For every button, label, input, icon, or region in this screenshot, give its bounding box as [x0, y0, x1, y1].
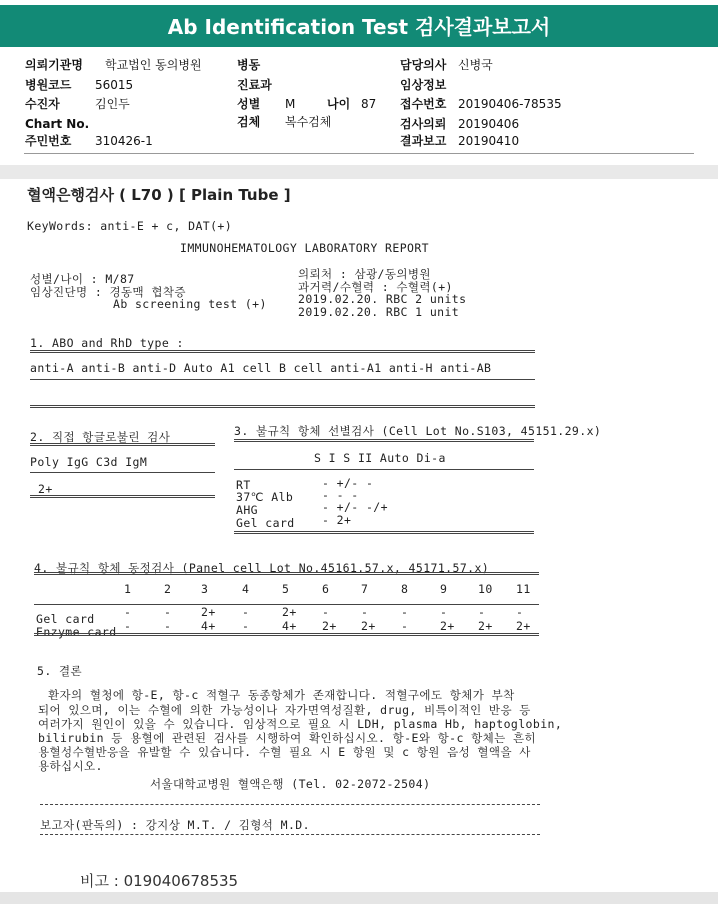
dat-rule-bottom [30, 495, 215, 498]
panel-column-number: 3 [201, 582, 209, 596]
dat-result: 2+ [38, 482, 53, 496]
bloodbank-line: 서울대학교병원 혈액은행 (Tel. 02-2072-2504) [150, 777, 431, 791]
report-title: Ab Identification Test 검사결과보고서 [0, 5, 718, 47]
conclusion-line: bilirubin 등 용혈에 관련된 검사를 시행하여 확인하십시오. 항-E와 항-c 항체는 흔히 [38, 731, 537, 745]
transfusion-line: 과거력/수혈력 : 수혈력(+) [298, 280, 453, 294]
doctor-value: 신병국 [458, 58, 493, 72]
panel-rule-top [34, 572, 539, 575]
panel-enzyme-value: - [242, 619, 250, 633]
conclusion-line: 용혈성수혈반응을 유발할 수 있습니다. 수혈 필요 시 E 항원 및 c 항원 음성 혈액을 사 [38, 745, 531, 759]
doctor-label: 담당의사 [400, 58, 447, 72]
panel-gel-value: - [440, 605, 448, 619]
specimen-label: 검체 [237, 115, 261, 129]
abo-rule-mid [30, 379, 535, 380]
panel-column-number: 1 [124, 582, 132, 596]
screen-row-values: - - - [322, 488, 359, 502]
rrn-value: 310426-1 [95, 134, 153, 148]
scanned-report [0, 179, 718, 892]
panel-gel-value: - [124, 605, 132, 619]
abo-title: 1. ABO and RhD type : [30, 336, 184, 350]
bottom-band [0, 892, 718, 904]
screen-row-label: RT [236, 478, 251, 492]
hospital-code-value: 56015 [95, 78, 134, 92]
institution-label: 의뢰기관명 [25, 58, 83, 72]
panel-column-number: 4 [242, 582, 250, 596]
conclusion-line: 여러가지 원인이 있을 수 있습니다. 임상적으로 필요 시 LDH, plasma Hb, haptoglobin, [38, 717, 563, 731]
conclusion-line: 용하십시오. [38, 759, 103, 773]
screen-rule-mid [234, 469, 534, 470]
info-divider [24, 153, 694, 154]
screen-headers: S I S II Auto Di-a [314, 451, 446, 465]
specimen-value: 복수검체 [285, 115, 332, 129]
ward-label: 병동 [237, 58, 261, 72]
panel-enzyme-value: 2+ [440, 619, 455, 633]
dat-rule-mid [30, 472, 215, 473]
requester-line: 의뢰처 : 삼광/동의병원 [298, 267, 431, 281]
accession-label: 접수번호 [400, 97, 447, 111]
report-date-label: 결과보고 [400, 134, 447, 148]
panel-enzyme-value: 2+ [478, 619, 493, 633]
receiver-value: 김인두 [95, 97, 130, 111]
abo-rule-bottom [30, 405, 535, 408]
screen-row-label: AHG [236, 503, 258, 517]
receiver-label: 수진자 [25, 97, 60, 111]
transfusion-record-2: 2019.02.20. RBC 1 unit [298, 305, 460, 319]
conclusion-title: 5. 결론 [37, 664, 82, 678]
screen-row-label: Gel card [236, 516, 295, 530]
panel-title: 4. 불규칙 항체 동정검사 (Panel cell Lot No.45161.57.x, 45171.57.x) [34, 561, 490, 575]
panel-rule-bottom [34, 633, 539, 636]
panel-gel-value: - [401, 605, 409, 619]
panel-enzyme-value: 2+ [361, 619, 376, 633]
panel-gel-label: Gel card [36, 612, 95, 626]
panel-column-number: 5 [282, 582, 290, 596]
panel-enzyme-value: - [401, 619, 409, 633]
panel-enzyme-value: 4+ [201, 619, 216, 633]
panel-enzyme-value: 2+ [322, 619, 337, 633]
remarks-note: 비고 : 019040678535 [80, 872, 239, 890]
abo-headers: anti-A anti-B anti-D Auto A1 cell B cell anti-A1 anti-H anti-AB [30, 361, 492, 375]
dat-title: 2. 직접 항글로불린 검사 [30, 430, 171, 444]
screen-row-label: 37℃ Alb [236, 490, 294, 504]
panel-column-number: 8 [401, 582, 409, 596]
rrn-label: 주민번호 [25, 134, 72, 148]
screen-title: 3. 불규칙 항체 선별검사 (Cell Lot No.S103, 45151.29.x) [234, 424, 602, 438]
accession-value: 20190406-78535 [458, 97, 562, 111]
screen-rule-bottom [234, 531, 534, 534]
chart-no-label: Chart No. [25, 117, 90, 131]
panel-gel-value: - [361, 605, 369, 619]
abo-rule-top [30, 350, 535, 353]
separator-band [0, 165, 718, 179]
institution-value: 학교법인 동의병원 [105, 58, 202, 72]
age-value: 87 [361, 97, 377, 111]
screen-row-values: - +/- -/+ [322, 500, 388, 514]
section-title: 혈액은행검사 ( L70 ) [ Plain Tube ] [27, 186, 291, 204]
panel-gel-value: - [164, 605, 172, 619]
panel-gel-value: - [516, 605, 524, 619]
panel-enzyme-value: - [164, 619, 172, 633]
sex-label: 성별 [237, 97, 261, 111]
diagnosis-line: 임상진단명 : 경동맥 협착증 [30, 285, 186, 299]
panel-gel-value: 2+ [282, 605, 297, 619]
screen-row-values: - +/- - [322, 476, 374, 490]
institution-row [25, 56, 202, 74]
screen-row-values: - 2+ [322, 513, 352, 527]
dat-rule-top [30, 443, 215, 446]
request-date-label: 검사의뢰 [400, 117, 447, 131]
age-label: 나이 [327, 97, 351, 111]
panel-column-number: 11 [516, 582, 531, 596]
panel-gel-value: - [478, 605, 486, 619]
dept-label: 진료과 [237, 78, 272, 92]
panel-gel-value: 2+ [201, 605, 216, 619]
lab-title: IMMUNOHEMATOLOGY LABORATORY REPORT [180, 241, 430, 255]
transfusion-record-1: 2019.02.20. RBC 2 units [298, 292, 467, 306]
panel-column-number: 6 [322, 582, 330, 596]
panel-column-number: 9 [440, 582, 448, 596]
keywords: KeyWords: anti-E + c, DAT(+) [27, 219, 233, 233]
panel-column-number: 10 [478, 582, 493, 596]
panel-enzyme-value: 4+ [282, 619, 297, 633]
reporter-rule-top [40, 804, 540, 805]
reporter-line: 보고자(판독의) : 강지상 M.T. / 김형석 M.D. [40, 818, 310, 832]
reporter-rule-bottom [40, 834, 540, 835]
panel-gel-value: - [242, 605, 250, 619]
panel-column-number: 2 [164, 582, 172, 596]
conclusion-line: 되어 있으며, 이는 수혈에 의한 가능성이나 자가면역성질환, drug, 비특이적인 반응 등 [38, 703, 531, 717]
panel-enzyme-label: Enzyme card [36, 625, 117, 639]
sex-value: M [285, 97, 296, 111]
panel-enzyme-value: 2+ [516, 619, 531, 633]
hospital-code-label: 병원코드 [25, 78, 72, 92]
request-date-value: 20190406 [458, 117, 520, 131]
sex-age-line: 성별/나이 : M/87 [30, 272, 135, 286]
report-date-value: 20190410 [458, 134, 520, 148]
dat-headers: Poly IgG C3d IgM [30, 455, 148, 469]
panel-column-number: 7 [361, 582, 369, 596]
clinical-info-label: 임상정보 [400, 78, 447, 92]
screen-rule-top [234, 439, 534, 442]
panel-enzyme-value: - [124, 619, 132, 633]
panel-gel-value: - [322, 605, 330, 619]
screening-line: Ab screening test (+) [113, 297, 267, 311]
conclusion-line: 환자의 혈청에 항-E, 항-c 적혈구 동종항체가 존재합니다. 적혈구에도 항체가 부착 [48, 688, 515, 702]
